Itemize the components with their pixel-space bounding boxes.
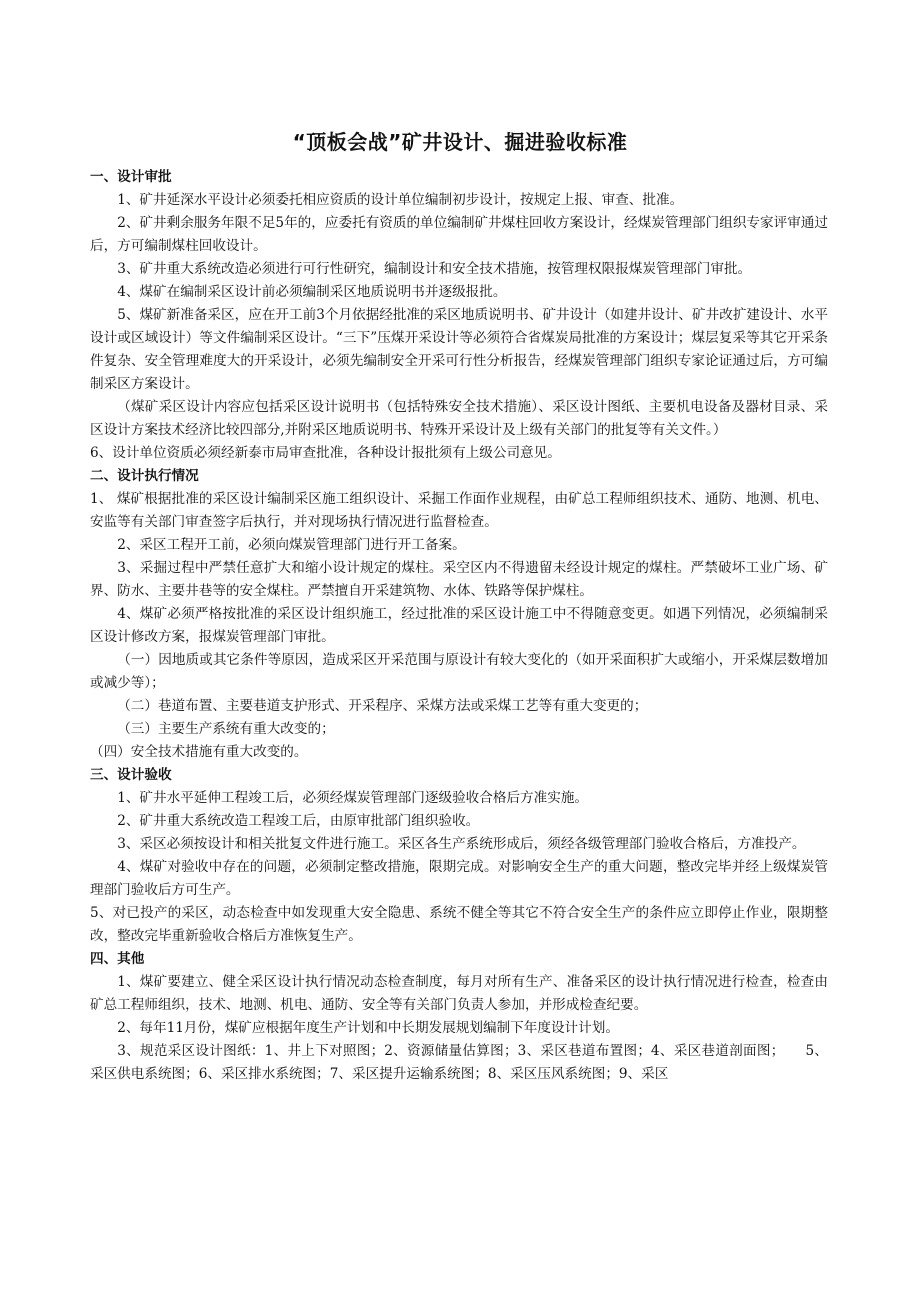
paragraph: 3、采区必须按设计和相关批复文件进行施工。采区各生产系统形成后，须经各级管理部门验收合格后，方准投产。 — [117, 836, 806, 852]
paragraph: 4、煤矿必须严格按批准的采区设计组织施工，经过批准的采区设计施工中不得随意变更。如遇下列情况，必须编制采区设计修改方案，报煤炭管理部门审批。 — [90, 606, 828, 645]
section-heading: 二、设计执行情况 — [90, 468, 199, 484]
paragraph: （二）巷道布置、主要巷道支护形式、开采程序、采煤方法或采煤工艺等有重大变更的； — [117, 698, 648, 714]
paragraph: 1、矿井延深水平设计必须委托相应资质的设计单位编制初步设计，按规定上报、审查、批准。 — [117, 192, 684, 208]
document-body — [90, 166, 828, 1086]
paragraph: 4、煤矿在编制采区设计前必须编制采区地质说明书并逐级报批。 — [117, 284, 507, 300]
paragraph: 1、 煤矿根据批准的采区设计编制采区施工组织设计、采掘工作面作业规程，由矿总工程师组织技术、通防、地测、机电、安监等有关部门审查签字后执行，并对现场执行情况进行监督检查。 — [90, 491, 828, 530]
paragraph: 3、采掘过程中严禁任意扩大和缩小设计规定的煤柱。采空区内不得遗留未经设计规定的煤柱。严禁破坏工业广场、矿界、防水、主要井巷等的安全煤柱。严禁擅自开采建筑物、水体、铁路等保护煤柱。 — [90, 560, 828, 599]
section-heading: 四、其他 — [90, 951, 145, 967]
document-title: “顶板会战”矿井设计、掘进验收标准 — [292, 130, 628, 154]
paragraph: 3、矿井重大系统改造必须进行可行性研究，编制设计和安全技术措施，按管理权限报煤炭管理部门审批。 — [117, 261, 752, 277]
paragraph: 4、煤矿对验收中存在的问题，必须制定整改措施，限期完成。对影响安全生产的重大问题，整改完毕并经上级煤炭管理部门验收后方可生产。 — [90, 859, 828, 898]
paragraph: 6、设计单位资质必须经新泰市局审查批准，各种设计报批须有上级公司意见。 — [90, 445, 561, 461]
paragraph: 5、煤矿新准备采区，应在开工前3个月依据经批准的采区地质说明书、矿井设计（如建井设计、矿井改扩建设计、水平设计或区域设计）等文件编制采区设计。“三下”压煤开采设计等必须符合省煤炭局批准的方案设计；煤层复采等其它开采条件复杂、安全管理难度大的开采设计，必须先编制安全开采可行性分析报告，经煤炭管理部门组织专家论证通过后，方可编制采区方案设计。 — [90, 307, 828, 392]
paragraph: （三）主要生产系统有重大改变的； — [117, 721, 335, 737]
paragraph: 2、矿井重大系统改造工程竣工后，由原审批部门组织验收。 — [117, 813, 480, 829]
paragraph: 5、对已投产的采区，动态检查中如发现重大安全隐患、系统不健全等其它不符合安全生产的条件应立即停止作业，限期整改，整改完毕重新验收合格后方准恢复生产。 — [90, 905, 828, 944]
paragraph: 2、每年11月份，煤矿应根据年度生产计划和中长期发展规划编制下年度设计计划。 — [117, 1020, 619, 1036]
paragraph: （煤矿采区设计内容应包括采区设计说明书（包括特殊安全技术措施）、采区设计图纸、主要机电设备及器材目录、采区设计方案技术经济比较四部分,并附采区地质说明书、特殊开采设计及上级有关部门的批复等有关文件。） — [90, 399, 828, 438]
paragraph: 2、矿井剩余服务年限不足5年的，应委托有资质的单位编制矿井煤柱回收方案设计，经煤炭管理部门组织专家评审通过后，方可编制煤柱回收设计。 — [90, 215, 828, 254]
section-heading: 一、设计审批 — [90, 169, 172, 185]
paragraph: （四）安全技术措施有重大改变的。 — [90, 744, 308, 760]
paragraph: 1、矿井水平延伸工程竣工后，必须经煤炭管理部门逐级验收合格后方准实施。 — [117, 790, 589, 806]
paragraph: 2、采区工程开工前，必须向煤炭管理部门进行开工备案。 — [117, 537, 466, 553]
paragraph: 3、规范采区设计图纸：1、井上下对照图；2、资源储量估算图；3、采区巷道布置图；4、采区巷道剖面图； 5、采区供电系统图；6、采区排水系统图；7、采区提升运输系统图；8、采区压风系统图；9、采区 — [90, 1043, 828, 1082]
paragraph: （一）因地质或其它条件等原因，造成采区开采范围与原设计有较大变化的（如开采面积扩大或缩小，开采煤层数增加或减少等）； — [90, 652, 828, 691]
paragraph: 1、煤矿要建立、健全采区设计执行情况动态检查制度，每月对所有生产、准备采区的设计执行情况进行检查，检查由矿总工程师组织，技术、地测、机电、通防、安全等有关部门负责人参加，并形成检查纪要。 — [90, 974, 828, 1013]
section-heading: 三、设计验收 — [90, 767, 172, 783]
